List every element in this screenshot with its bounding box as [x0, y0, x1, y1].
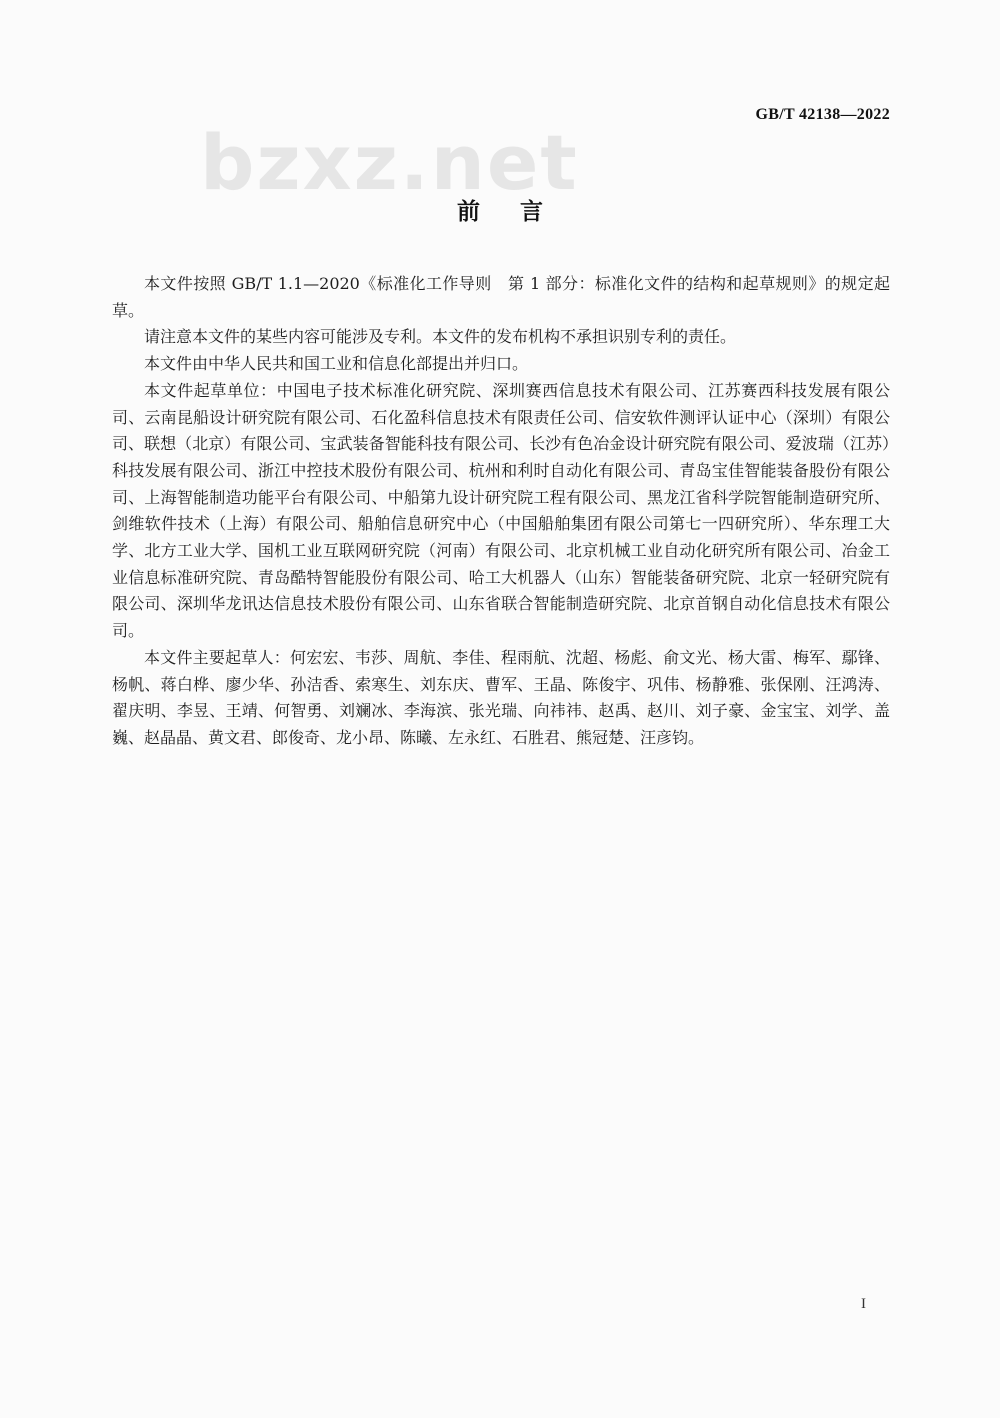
- page-number: I: [861, 1296, 866, 1312]
- paragraph-drafting-rules: 本文件按照 GB/T 1.1—2020《标准化工作导则 第 1 部分：标准化文件的结构和起草规则》的规定起草。: [112, 274, 890, 320]
- paragraph-patent-notice: 请注意本文件的某些内容可能涉及专利。本文件的发布机构不承担识别专利的责任。: [144, 327, 737, 347]
- paragraph-drafting-units: 本文件起草单位：中国电子技术标准化研究院、深圳赛西信息技术有限公司、江苏赛西科技发展有限公司、云南昆船设计研究院有限公司、石化盈科信息技术有限责任公司、信安软件测评认证中心（深圳）有限公司、联想（北京）有限公司、宝武装备智能科技有限公司、长沙有色冶金设计研究院有限公司、爱波瑞（江苏）科技发展有限公司、浙江中控技术股份有限公司、杭州和利时自动化有限公司、青岛宝佳智能装备股份有限公司、上海智能制造功能平台有限公司、中船第九设计研究院工程有限公司、黑龙江省科学院智能制造研究所、剑维软件技术（上海）有限公司、船舶信息研究中心（中国船舶集团有限公司第七一四研究所）、华东理工大学、北方工业大学、国机工业互联网研究院（河南）有限公司、北京机械工业自动化研究所有限公司、冶金工业信息标准研究院、青岛酷特智能股份有限公司、哈工大机器人（山东）智能装备研究院、北京一轻研究院有限公司、深圳华龙讯达信息技术股份有限公司、山东省联合智能制造研究院、北京首钢自动化信息技术有限公司。: [112, 380, 890, 641]
- page-title: 前言: [457, 199, 583, 225]
- foreword-body: [112, 271, 890, 752]
- paragraph-drafters: 本文件主要起草人：何宏宏、韦莎、周航、李佳、程雨航、沈超、杨彪、俞文光、杨大雷、梅军、鄢锋、杨帆、蒋白桦、廖少华、孙洁香、索寒生、刘东庆、曹军、王晶、陈俊宇、巩伟、杨静雅、张保刚、汪鸿涛、翟庆明、李昱、王靖、何智勇、刘斓冰、李海滨、张光瑞、向祎祎、赵禹、赵川、刘子豪、金宝宝、刘学、盖巍、赵晶晶、黄文君、郎俊奇、龙小昂、陈曦、左永红、石胜君、熊冠楚、汪彦钧。: [112, 647, 890, 747]
- paragraph-proposer: 本文件由中华人民共和国工业和信息化部提出并归口。: [144, 354, 529, 374]
- document-code: GB/T 42138—2022: [755, 106, 890, 123]
- watermark: bzxz.net: [200, 118, 579, 207]
